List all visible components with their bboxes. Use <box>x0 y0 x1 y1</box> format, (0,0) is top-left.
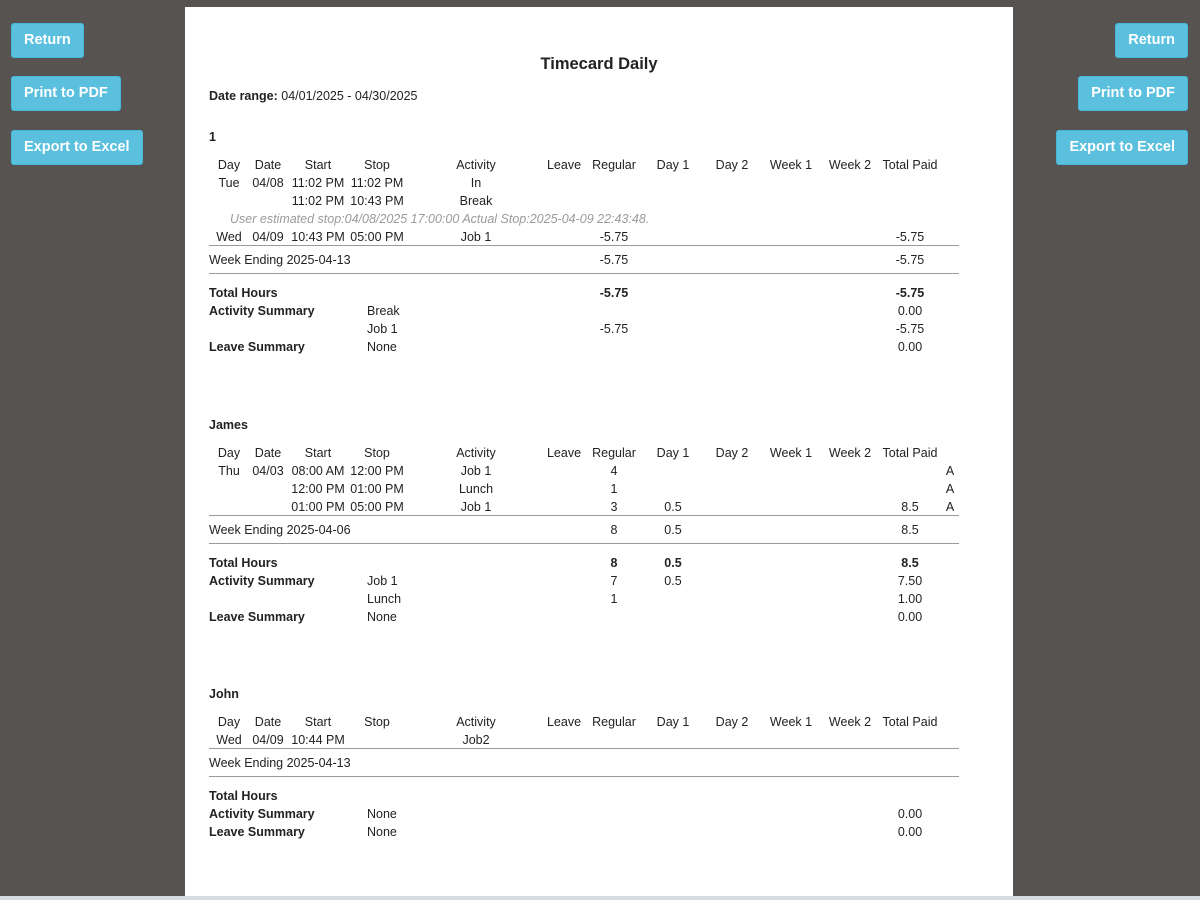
cell-day: Thu <box>218 464 240 478</box>
column-header-week1: Week 1 <box>769 446 813 460</box>
return-button-left[interactable]: Return <box>11 23 84 58</box>
column-header-day: Day <box>217 158 241 172</box>
cell-regular: 3 <box>610 500 618 514</box>
bottom-scrollbar-track <box>0 896 1200 900</box>
return-button-right[interactable]: Return <box>1115 23 1188 58</box>
cell-activity: Job 1 <box>460 500 492 514</box>
total-separator <box>209 776 959 777</box>
cell-activity: Job2 <box>462 733 490 747</box>
employee-name: James <box>209 418 248 432</box>
column-header-day: Day <box>217 446 241 460</box>
column-header-date: Date <box>254 715 282 729</box>
column-header-activity: Activity <box>456 715 496 729</box>
column-header-week2: Week 2 <box>828 158 872 172</box>
cell-stop: 05:00 PM <box>350 230 404 244</box>
cell-start: 10:44 PM <box>291 733 345 747</box>
column-header-week2: Week 2 <box>828 715 872 729</box>
activity-summary-name: Lunch <box>367 592 402 606</box>
employee-name: John <box>209 687 239 701</box>
activity-summary-label: Activity Summary <box>209 807 315 821</box>
cell-regular: 4 <box>610 464 618 478</box>
column-header-regular: Regular <box>592 446 636 460</box>
total-separator <box>209 273 959 274</box>
column-header-activity: Activity <box>456 158 496 172</box>
column-header-day2: Day 2 <box>715 158 749 172</box>
column-header-total: Total Paid <box>882 158 938 172</box>
activity-summary-name: Job 1 <box>367 322 398 336</box>
column-header-stop: Stop <box>364 446 390 460</box>
activity-summary-regular: 1 <box>610 592 618 606</box>
report-title: Timecard Daily <box>540 55 658 73</box>
cell-flag: A <box>945 464 955 478</box>
activity-summary-label: Activity Summary <box>209 304 315 318</box>
column-header-date: Date <box>254 158 282 172</box>
cell-start: 11:02 PM <box>291 194 345 208</box>
cell-start: 01:00 PM <box>291 500 345 514</box>
total-hours-label: Total Hours <box>209 789 278 803</box>
cell-date: 04/09 <box>252 733 284 747</box>
column-header-regular: Regular <box>592 158 636 172</box>
column-header-start: Start <box>304 158 332 172</box>
cell-activity: Lunch <box>458 482 494 496</box>
total-hours-total: -5.75 <box>895 286 925 300</box>
week-ending-regular: -5.75 <box>599 253 629 267</box>
cell-day: Wed <box>216 230 242 244</box>
activity-summary-name: Job 1 <box>367 574 398 588</box>
date-range-label: Date range: <box>209 89 278 103</box>
cell-start: 10:43 PM <box>291 230 345 244</box>
cell-stop: 11:02 PM <box>350 176 404 190</box>
cell-regular: 1 <box>610 482 618 496</box>
total-hours-regular: -5.75 <box>599 286 629 300</box>
cell-date: 04/03 <box>252 464 284 478</box>
cell-start: 08:00 AM <box>291 464 345 478</box>
column-header-start: Start <box>304 715 332 729</box>
cell-date: 04/09 <box>252 230 284 244</box>
leave-summary-name: None <box>367 340 397 354</box>
activity-summary-total: 0.00 <box>897 304 923 318</box>
cell-start: 12:00 PM <box>291 482 345 496</box>
leave-summary-name: None <box>367 825 397 839</box>
week-ending-day1: 0.5 <box>664 523 682 537</box>
activity-summary-name: Break <box>367 304 400 318</box>
activity-summary-total: -5.75 <box>895 322 925 336</box>
column-header-stop: Stop <box>364 158 390 172</box>
cell-stop: 05:00 PM <box>350 500 404 514</box>
column-header-day2: Day 2 <box>715 446 749 460</box>
week-separator <box>209 245 959 246</box>
column-header-leave: Leave <box>546 715 582 729</box>
column-header-regular: Regular <box>592 715 636 729</box>
activity-summary-label: Activity Summary <box>209 574 315 588</box>
print-pdf-button-right[interactable]: Print to PDF <box>1078 76 1188 111</box>
column-header-day2: Day 2 <box>715 715 749 729</box>
week-ending-regular: 8 <box>610 523 618 537</box>
cell-start: 11:02 PM <box>291 176 345 190</box>
report-page <box>185 7 1013 900</box>
leave-summary-total: 0.00 <box>897 610 923 624</box>
cell-regular: -5.75 <box>599 230 629 244</box>
column-header-leave: Leave <box>546 158 582 172</box>
total-hours-total: 8.5 <box>901 556 919 570</box>
cell-total: -5.75 <box>895 230 925 244</box>
total-hours-regular: 8 <box>610 556 618 570</box>
column-header-day: Day <box>217 715 241 729</box>
estimate-note: User estimated stop:04/08/2025 17:00:00 Actual Stop:2025-04-09 22:43:48. <box>230 212 650 226</box>
cell-stop: 01:00 PM <box>350 482 404 496</box>
activity-summary-regular: -5.75 <box>599 322 629 336</box>
column-header-day1: Day 1 <box>656 158 690 172</box>
total-separator <box>209 543 959 544</box>
column-header-week2: Week 2 <box>828 446 872 460</box>
leave-summary-total: 0.00 <box>897 825 923 839</box>
cell-flag: A <box>945 482 955 496</box>
leave-summary-label: Leave Summary <box>209 825 305 839</box>
week-ending-label: Week Ending 2025-04-13 <box>209 756 351 770</box>
total-hours-day1: 0.5 <box>664 556 682 570</box>
leave-summary-label: Leave Summary <box>209 340 305 354</box>
column-header-total: Total Paid <box>882 446 938 460</box>
column-header-day1: Day 1 <box>656 715 690 729</box>
date-range <box>209 89 418 103</box>
activity-summary-total: 1.00 <box>897 592 923 606</box>
week-separator <box>209 515 959 516</box>
activity-summary-total: 7.50 <box>897 574 923 588</box>
leave-summary-name: None <box>367 610 397 624</box>
cell-stop: 10:43 PM <box>350 194 404 208</box>
cell-stop: 12:00 PM <box>350 464 404 478</box>
activity-summary-total: 0.00 <box>897 807 923 821</box>
cell-activity: Break <box>459 194 493 208</box>
print-pdf-button-left[interactable]: Print to PDF <box>11 76 121 111</box>
cell-activity: Job 1 <box>460 230 492 244</box>
employee-name: 1 <box>209 130 216 144</box>
export-excel-button-right[interactable]: Export to Excel <box>1056 130 1188 165</box>
column-header-week1: Week 1 <box>769 158 813 172</box>
cell-total: 8.5 <box>901 500 919 514</box>
cell-day: Wed <box>216 733 242 747</box>
column-header-week1: Week 1 <box>769 715 813 729</box>
week-ending-total: -5.75 <box>895 253 925 267</box>
cell-date: 04/08 <box>252 176 284 190</box>
cell-day1: 0.5 <box>664 500 682 514</box>
column-header-start: Start <box>304 446 332 460</box>
week-ending-label: Week Ending 2025-04-13 <box>209 253 351 267</box>
activity-summary-day1: 0.5 <box>664 574 682 588</box>
column-header-leave: Leave <box>546 446 582 460</box>
cell-day: Tue <box>218 176 240 190</box>
total-hours-label: Total Hours <box>209 556 278 570</box>
cell-activity: Job 1 <box>460 464 492 478</box>
column-header-stop: Stop <box>364 715 390 729</box>
column-header-total: Total Paid <box>882 715 938 729</box>
column-header-date: Date <box>254 446 282 460</box>
leave-summary-label: Leave Summary <box>209 610 305 624</box>
week-ending-label: Week Ending 2025-04-06 <box>209 523 351 537</box>
activity-summary-name: None <box>367 807 397 821</box>
column-header-activity: Activity <box>456 446 496 460</box>
leave-summary-total: 0.00 <box>897 340 923 354</box>
date-range-value: 04/01/2025 - 04/30/2025 <box>281 89 418 103</box>
export-excel-button-left[interactable]: Export to Excel <box>11 130 143 165</box>
week-separator <box>209 748 959 749</box>
cell-activity: In <box>470 176 482 190</box>
week-ending-total: 8.5 <box>901 523 919 537</box>
total-hours-label: Total Hours <box>209 286 278 300</box>
column-header-day1: Day 1 <box>656 446 690 460</box>
cell-flag: A <box>945 500 955 514</box>
activity-summary-regular: 7 <box>610 574 618 588</box>
